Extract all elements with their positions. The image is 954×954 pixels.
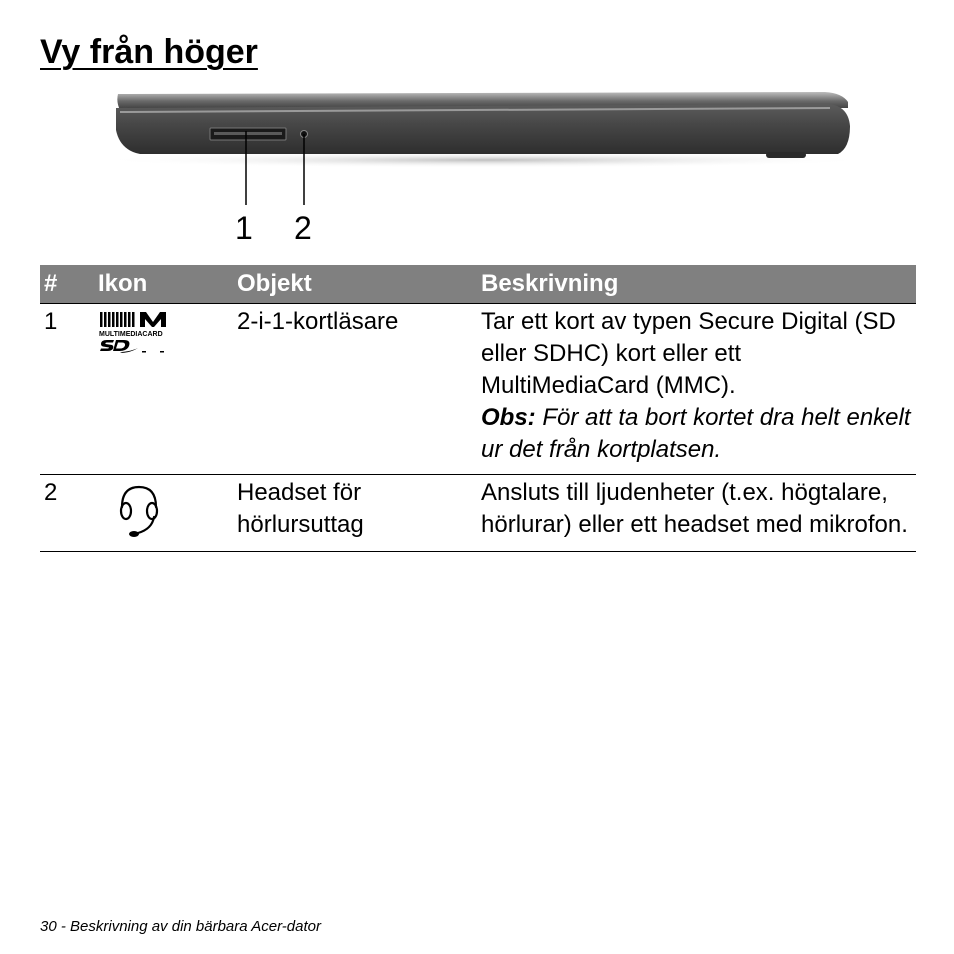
row-object: Headset för hörlursuttag	[233, 475, 477, 552]
row-icon-cell	[94, 304, 233, 475]
row-description: Ansluts till ljudenheter (t.ex. högtalare, hörlurar) eller ett headset med mikrofon.	[477, 475, 916, 552]
header-num: #	[40, 265, 94, 304]
note-text: För att ta bort kortet dra helt enkelt ur det från kortplatsen.	[481, 404, 911, 463]
table-header-row	[40, 265, 916, 304]
description-text: Tar ett kort av typen Secure Digital (SD eller SDHC) kort eller ett MultiMediaCard (MMC).	[481, 308, 896, 399]
laptop-right-side-illustration	[90, 86, 880, 251]
svg-text:MULTIMEDIACARD: MULTIMEDIACARD	[99, 331, 163, 338]
headset-icon	[98, 477, 229, 543]
page-footer: 30 - Beskrivning av din bärbara Acer-dator	[40, 918, 321, 935]
row-num: 2	[40, 475, 94, 552]
row-icon-cell	[94, 475, 233, 552]
page-title: Vy från höger	[40, 33, 258, 71]
callout-2: 2	[294, 210, 312, 246]
callout-1: 1	[235, 210, 253, 246]
header-icon: Ikon	[94, 265, 233, 304]
row-description	[477, 304, 916, 475]
note-label: Obs:	[481, 404, 536, 431]
table-row	[40, 475, 916, 552]
header-description: Beskrivning	[477, 265, 916, 304]
header-object: Objekt	[233, 265, 477, 304]
row-object: 2-i-1-kortläsare	[233, 304, 477, 475]
ports-table	[40, 265, 916, 552]
table-row	[40, 304, 916, 475]
row-num: 1	[40, 304, 94, 475]
multimediacard-sd-icon	[98, 306, 229, 354]
